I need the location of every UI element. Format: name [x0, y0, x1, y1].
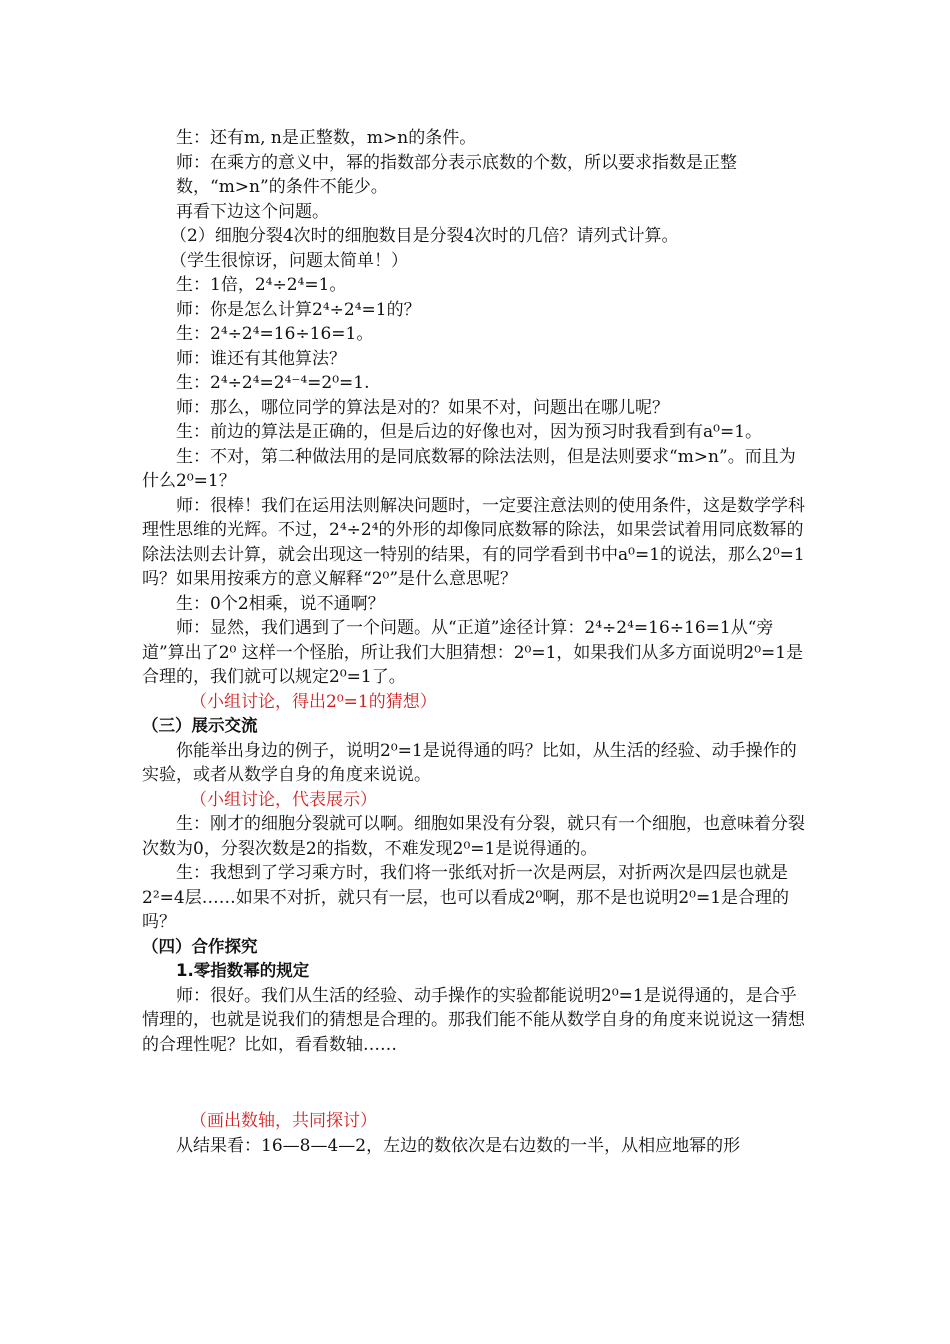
paragraph: 师：谁还有其他算法？ — [176, 348, 346, 369]
paragraph: （2）细胞分裂4次时的细胞数目是分裂4次时的几倍？请列式计算。 — [170, 226, 679, 246]
paragraph: 生：不对，第二种做法用的是同底数幂的除法法则，但是法则要求“m>n”。而且为什么2⁰=1？ — [142, 446, 796, 491]
paragraph: 生：0个2相乘，说不通啊？ — [176, 593, 385, 614]
subsection-heading: 1.零指数幂的规定 — [176, 961, 310, 980]
number-line-placeholder — [142, 1057, 812, 1109]
annotation-note: （小组讨论，代表展示） — [190, 789, 377, 810]
paragraph: 再看下边这个问题。 — [176, 201, 329, 222]
paragraph: 师：很好。我们从生活的经验、动手操作的实验都能说明2⁰=1是说得通的，是合乎情理的，也就是说我们的猜想是合理的。那我们能不能从数学自身的角度来说说这一猜想的合理性呢？比如，看看数轴…… — [142, 985, 805, 1055]
paragraph: 你能举出身边的例子，说明2⁰=1是说得通的吗？比如，从生活的经验、动手操作的实验，或者从数学自身的角度来说说。 — [142, 740, 797, 785]
paragraph: 师：那么，哪位同学的算法是对的？如果不对，问题出在哪儿呢？ — [176, 397, 669, 418]
paragraph: 师：很棒！我们在运用法则解决问题时，一定要注意法则的使用条件，这是数学学科理性思维的光辉。不过，2⁴÷2⁴的外形的却像同底数幂的除法，如果尝试着用同底数幂的除法法则去计算，就会出现这一特别的结果，有的同学看到书中a⁰=1的说法，那么2⁰=1吗？如果用按乘方的意义解释“2⁰”是什么意思呢？ — [142, 495, 805, 589]
paragraph: （学生很惊讶，问题太简单！） — [170, 250, 408, 271]
document-body — [142, 126, 812, 1158]
paragraph: 师：在乘方的意义中，幂的指数部分表示底数的个数，所以要求指数是正整数，“m>n”的条件不能少。 — [176, 152, 737, 197]
paragraph: 生：我想到了学习乘方时，我们将一张纸对折一次是两层，对折两次是四层也就是2²=4层……如果不对折，就只有一层，也可以看成2⁰啊，那不是也说明2⁰=1是合理的吗？ — [142, 863, 790, 932]
paragraph: 生：刚才的细胞分裂就可以啊。细胞如果没有分裂，就只有一个细胞，也意味着分裂次数为0，分裂次数是2的指数，不难发现2⁰=1是说得通的。 — [142, 814, 805, 859]
section-heading: （三）展示交流 — [142, 716, 258, 735]
paragraph: 师：显然，我们遇到了一个问题。从“正道”途径计算：2⁴÷2⁴=16÷16=1从“旁道”算出了2⁰ 这样一个怪胎，所让我们大胆猜想：2⁰=1，如果我们从多方面说明2⁰=1是合理的，我们就可以规定2⁰=1了。 — [142, 618, 804, 687]
paragraph: 从结果看：16—8—4—2，左边的数依次是右边数的一半，从相应地幂的形 — [176, 1135, 741, 1156]
paragraph: 师：你是怎么计算2⁴÷2⁴=1的？ — [176, 299, 421, 320]
annotation-note: （画出数轴，共同探讨） — [190, 1111, 377, 1131]
paragraph: 生：前边的算法是正确的，但是后边的好像也对，因为预习时我看到有a⁰=1。 — [176, 422, 763, 442]
paragraph: 生：1倍，2⁴÷2⁴=1。 — [176, 275, 347, 295]
paragraph: 生：还有m, n是正整数，m>n的条件。 — [176, 128, 477, 148]
section-heading: （四）合作探究 — [142, 936, 258, 956]
paragraph: 生：2⁴÷2⁴=2⁴⁻⁴=2⁰=1. — [176, 373, 370, 393]
annotation-note: （小组讨论，得出2⁰=1的猜想） — [190, 691, 437, 712]
paragraph: 生：2⁴÷2⁴=16÷16=1。 — [176, 324, 374, 344]
